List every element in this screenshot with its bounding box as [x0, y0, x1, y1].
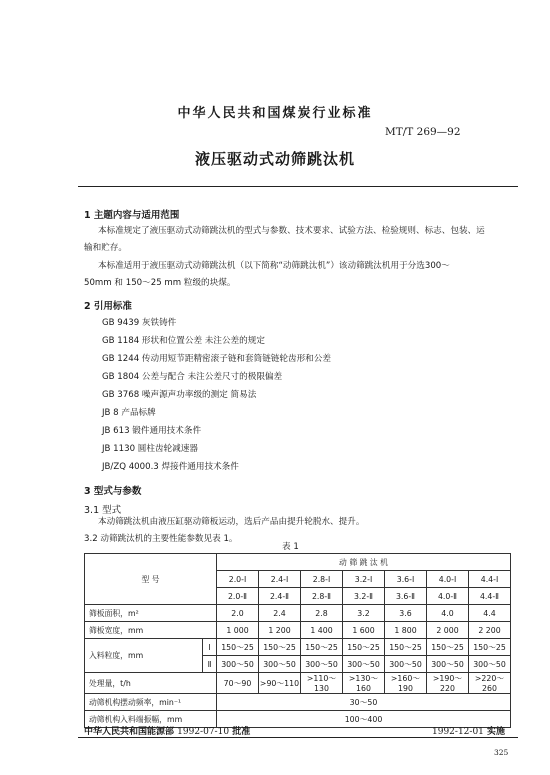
table-cell: 150～25 — [469, 639, 511, 656]
table-cell: >160～190 — [385, 673, 427, 694]
table-cell: 100～400 — [217, 711, 511, 728]
table-cell: >90～110 — [259, 673, 301, 694]
reference-item: GB 1244 传动用短节距精密滚子链和套筒链链轮齿形和公差 — [102, 354, 331, 364]
reference-item: JB 8 产品标牌 — [102, 408, 156, 418]
model-code: 3.6-Ⅰ — [385, 571, 427, 588]
footer-approval — [84, 724, 250, 737]
model-code: 2.0-Ⅱ — [217, 588, 259, 605]
table-cell: 4.4 — [469, 605, 511, 622]
table-cell: >110～130 — [301, 673, 343, 694]
table-cell: 3.2 — [343, 605, 385, 622]
table-cell: >190～220 — [427, 673, 469, 694]
page-number: 325 — [494, 748, 509, 757]
model-code: 4.0-Ⅱ — [427, 588, 469, 605]
row-label: 处理量，t/h — [85, 673, 217, 694]
reference-item: JB 1130 圆柱齿轮减速器 — [102, 444, 198, 454]
model-code: 3.2-Ⅱ — [343, 588, 385, 605]
table-cell: 1 400 — [301, 622, 343, 639]
table-cell: 300～50 — [259, 656, 301, 673]
model-code: 4.4-Ⅰ — [469, 571, 511, 588]
table-cell: 1 000 — [217, 622, 259, 639]
section-1-para1-line1: 本标准规定了液压驱动式动筛跳汰机的型式与参数、技术要求、试验方法、检验规则、标志、包装、运 — [98, 226, 485, 236]
table-cell: 4.0 — [427, 605, 469, 622]
table-cell: 150～25 — [427, 639, 469, 656]
section-3-heading: 3 型式与参数 — [84, 486, 142, 497]
reference-item: GB 3768 噪声源声功率级的测定 简易法 — [102, 390, 257, 400]
model-code: 3.6-Ⅱ — [385, 588, 427, 605]
model-code: 4.4-Ⅱ — [469, 588, 511, 605]
table-row — [85, 673, 511, 694]
table-cell: 3.6 — [385, 605, 427, 622]
model-code: 2.8-Ⅱ — [301, 588, 343, 605]
group-header: 动 筛 跳 汰 机 — [217, 554, 511, 571]
section-2-heading: 2 引用标准 — [84, 301, 132, 312]
standard-name: 中华人民共和国煤炭行业标准 — [177, 106, 373, 121]
footer-implementation — [432, 724, 505, 737]
table-cell: 300～50 — [427, 656, 469, 673]
table-cell: 150～25 — [259, 639, 301, 656]
row-label: 动筛机构摆动频率，min⁻¹ — [85, 694, 217, 711]
table-cell: 1 200 — [259, 622, 301, 639]
footer-divider — [78, 737, 518, 738]
table-cell: 300～50 — [301, 656, 343, 673]
reference-item: GB 1804 公差与配合 未注公差尺寸的极限偏差 — [102, 372, 283, 382]
table-cell: 150～25 — [217, 639, 259, 656]
reference-item: GB 9439 灰铁铸件 — [102, 318, 177, 328]
table-cell: 1 800 — [385, 622, 427, 639]
model-code: 4.0-Ⅰ — [427, 571, 469, 588]
reference-item: JB/ZQ 4000.3 焊接件通用技术条件 — [102, 462, 239, 472]
document-title: 液压驱动式动筛跳汰机 — [194, 150, 355, 168]
table-cell: >130～160 — [343, 673, 385, 694]
model-code: 2.4-Ⅱ — [259, 588, 301, 605]
row-label: 动筛机构入料端振幅，mm — [85, 711, 217, 728]
table-cell: 2.0 — [217, 605, 259, 622]
implement-date: 1992-12-01 — [432, 727, 484, 737]
table-row — [85, 622, 511, 639]
approve-date: 1992-07-10 — [177, 727, 230, 737]
section-1-para2-line2: 50mm 和 150～25 mm 粒级的块煤。 — [84, 278, 236, 288]
table-row — [85, 694, 511, 711]
row-sublabel: Ⅰ — [203, 639, 217, 656]
row-label: 入料粒度，mm — [85, 639, 203, 673]
table-cell: 300～50 — [343, 656, 385, 673]
section-3-1-heading: 3.1 型式 — [84, 505, 122, 516]
table-cell: 1 600 — [343, 622, 385, 639]
model-code: 2.8-Ⅰ — [301, 571, 343, 588]
issuer: 中华人民共和国能源部 — [84, 727, 175, 737]
table-row — [85, 639, 511, 656]
implement-label: 实施 — [487, 727, 506, 737]
section-1-heading: 1 主题内容与适用范围 — [84, 210, 180, 221]
row-label: 筛板面积，m² — [85, 605, 217, 622]
model-header: 型 号 — [85, 554, 217, 605]
table-row — [85, 605, 511, 622]
header-divider — [78, 186, 518, 187]
section-3-1-text: 本动筛跳汰机由液压缸驱动筛板运动，选后产品由提升轮脱水、提升。 — [98, 517, 365, 527]
table-cell: 30～50 — [217, 694, 511, 711]
model-code: 2.0-Ⅰ — [217, 571, 259, 588]
section-3-2-text: 3.2 动筛跳汰机的主要性能参数见表 1。 — [84, 534, 238, 544]
table-cell: 300～50 — [217, 656, 259, 673]
performance-table — [84, 553, 511, 728]
section-1-para2-line1: 本标准适用于液压驱动式动筛跳汰机（以下简称“动筛跳汰机”）该动筛跳汰机用于分选300～ — [98, 261, 450, 271]
model-code: 2.4-Ⅰ — [259, 571, 301, 588]
table-cell: >220～260 — [469, 673, 511, 694]
table-cell: 300～50 — [385, 656, 427, 673]
table-cell: 70～90 — [217, 673, 259, 694]
section-1-para1-line2: 输和贮存。 — [84, 243, 127, 253]
approve-label: 批准 — [232, 727, 251, 737]
standard-code: MT/T 269—92 — [385, 126, 461, 138]
reference-item: JB 613 锻件通用技术条件 — [102, 426, 202, 436]
model-code: 3.2-Ⅰ — [343, 571, 385, 588]
table-cell: 2.4 — [259, 605, 301, 622]
table-cell: 2 200 — [469, 622, 511, 639]
table-cell: 300～50 — [469, 656, 511, 673]
table-cell: 2.8 — [301, 605, 343, 622]
table-cell: 150～25 — [385, 639, 427, 656]
row-label: 筛板宽度，mm — [85, 622, 217, 639]
table-cell: 2 000 — [427, 622, 469, 639]
table-cell: 150～25 — [301, 639, 343, 656]
table-cell: 150～25 — [343, 639, 385, 656]
table-caption: 表 1 — [282, 542, 299, 552]
reference-item: GB 1184 形状和位置公差 未注公差的规定 — [102, 336, 265, 346]
row-sublabel: Ⅱ — [203, 656, 217, 673]
